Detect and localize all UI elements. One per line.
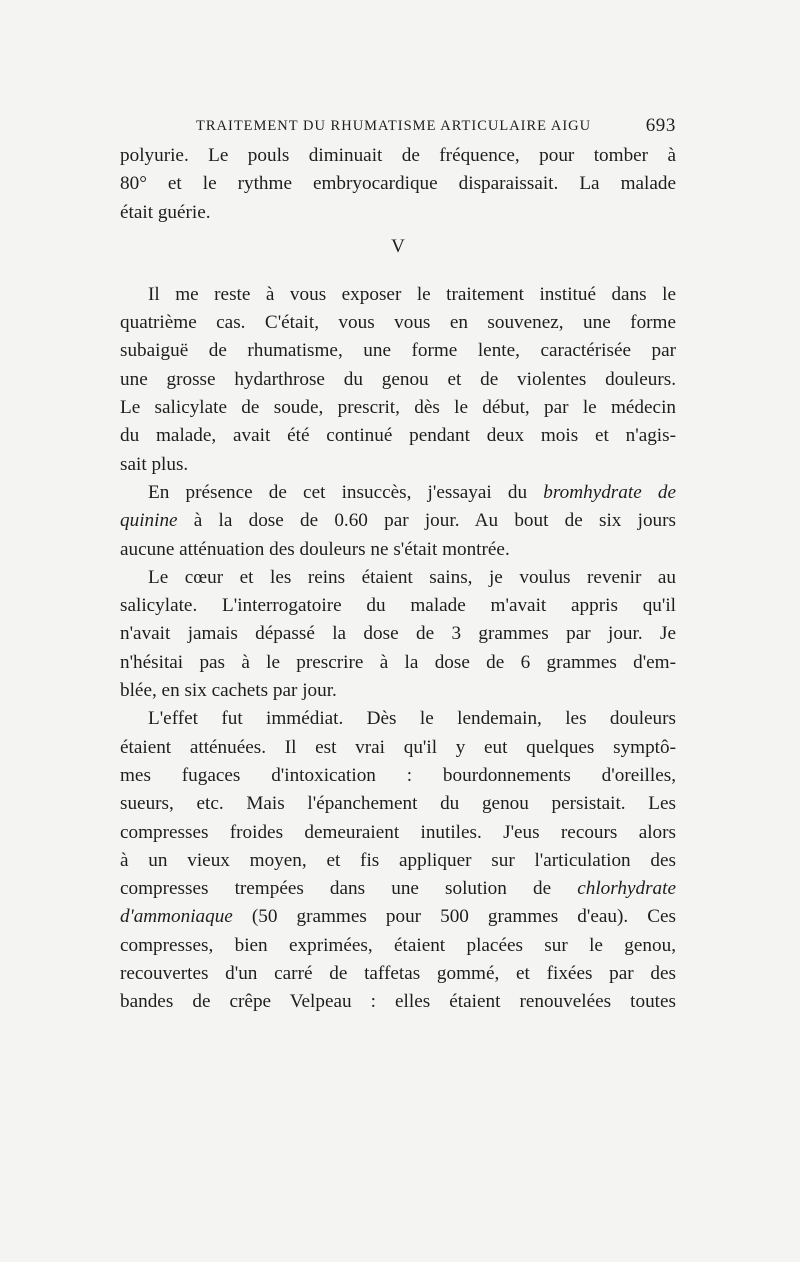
text-line: une grosse hydarthrose du genou et de violentes douleurs. [120, 368, 676, 390]
paragraph-5 [120, 705, 676, 1016]
text-span: à la dose de 0.60 par jour. Au bout de six jours [177, 510, 676, 532]
text-line: compresses, bien exprimées, étaient placées sur le genou, [120, 934, 676, 956]
paragraph-2 [120, 281, 676, 479]
text-span: (50 grammes pour 500 grammes d'eau). Ces [232, 906, 676, 928]
running-head-title: TRAITEMENT DU RHUMATISME ARTICULAIRE AIGU [196, 118, 592, 134]
paragraph-1 [120, 142, 676, 227]
text-line: 80° et le rythme embryocardique disparaissait. La malade [120, 173, 676, 195]
paragraph-4 [120, 564, 676, 705]
text-line: était guérie. [120, 201, 211, 223]
text-line: Le cœur et les reins étaient sains, je voulus revenir au [148, 566, 676, 588]
text-line: subaiguë de rhumatisme, une forme lente, caractérisée par [120, 340, 676, 362]
text-line: mes fugaces d'intoxication : bourdonnements d'oreilles, [120, 764, 676, 786]
page-number: 693 [645, 115, 676, 136]
text-line: du malade, avait été continué pendant deux mois et n'agis- [120, 425, 676, 447]
text-line: n'avait jamais dépassé la dose de 3 grammes par jour. Je [120, 623, 676, 645]
text-line: aucune atténuation des douleurs ne s'était montrée. [120, 538, 510, 560]
text-line: à un vieux moyen, et fis appliquer sur l'articulation des [120, 849, 676, 871]
italic-term: chlorhydrate [577, 878, 676, 900]
text-line: compresses froides demeuraient inutiles. J'eus recours alors [120, 821, 676, 843]
running-head [120, 112, 676, 142]
italic-term: quinine [120, 510, 178, 532]
text-line: n'hésitai pas à le prescrire à la dose de 6 grammes d'em- [120, 651, 676, 673]
paragraph-3 [120, 479, 676, 564]
text-line [120, 479, 676, 507]
text-line: quatrième cas. C'était, vous vous en souvenez, une forme [120, 312, 676, 334]
text-line: salicylate. L'interrogatoire du malade m'avait appris qu'il [120, 595, 676, 617]
section-heading: V [391, 235, 405, 257]
italic-term: d'ammoniaque [120, 906, 233, 928]
text-line: recouvertes d'un carré de taffetas gommé, et fixées par des [120, 963, 676, 985]
text-line: sait plus. [120, 453, 189, 475]
text-line: sueurs, etc. Mais l'épanchement du genou persistait. Les [120, 793, 676, 815]
italic-term: bromhydrate de [543, 481, 676, 503]
text-line: Il me reste à vous exposer le traitement institué dans le [148, 283, 676, 305]
text-span: En présence de cet insuccès, j'essayai du [148, 481, 544, 503]
text-line: polyurie. Le pouls diminuait de fréquence, pour tomber à [120, 145, 676, 166]
text-line: étaient atténuées. Il est vrai qu'il y eut quelques symptô- [120, 736, 676, 758]
book-page [120, 112, 676, 1017]
text-line [120, 903, 676, 931]
text-line: blée, en six cachets par jour. [120, 680, 337, 702]
text-line: L'effet fut immédiat. Dès le lendemain, les douleurs [148, 708, 676, 730]
text-line [120, 507, 676, 535]
text-line: bandes de crêpe Velpeau : elles étaient renouvelées toutes [120, 991, 676, 1013]
text-span: compresses trempées dans une solution de [120, 878, 578, 900]
text-line [120, 875, 676, 903]
text-line: Le salicylate de soude, prescrit, dès le début, par le médecin [120, 397, 676, 419]
